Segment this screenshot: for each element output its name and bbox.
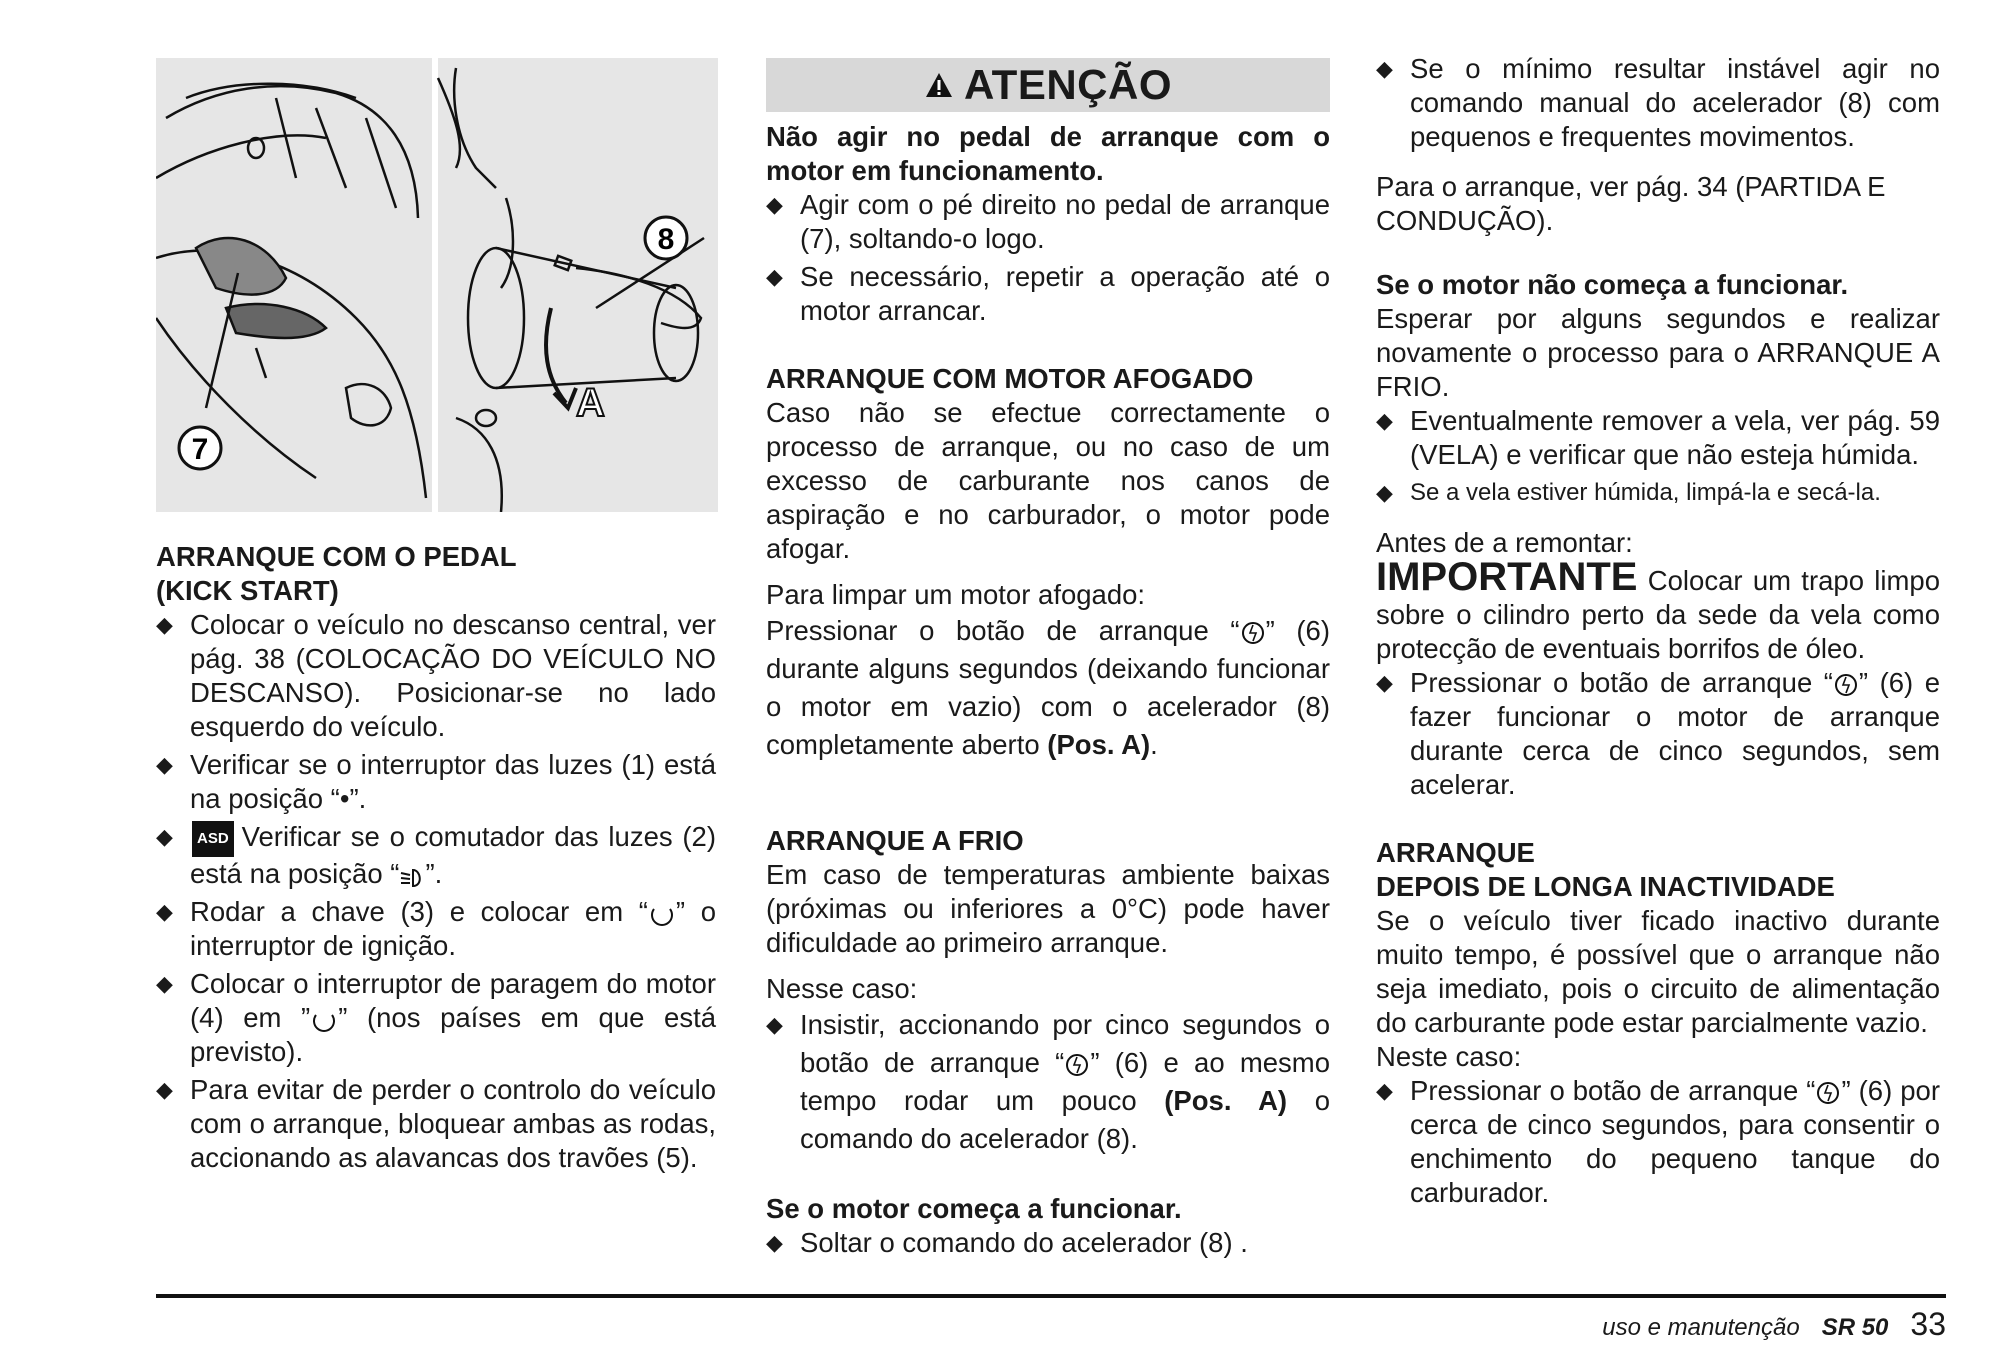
column-2	[766, 58, 1330, 1264]
important-label: IMPORTANTE	[1376, 555, 1638, 599]
long-inactivity-case: Neste caso:	[1376, 1041, 1522, 1072]
no-start-heading: Se o motor não começa a funcionar.	[1376, 269, 1849, 300]
page-footer	[1602, 1306, 1946, 1343]
cold-start-list	[766, 1006, 1330, 1158]
footer-doc-title: uso e manutenção	[1602, 1314, 1800, 1341]
list-item: ◆ Colocar o interruptor de paragem do motor (4) em ” ” (nos países em que está previsto).	[156, 967, 716, 1069]
ignition-on-icon	[648, 901, 676, 927]
cold-start-heading: ARRANQUE A FRIO	[766, 825, 1024, 856]
long-inactivity-list	[1376, 1074, 1940, 1210]
low-beam-icon	[399, 867, 425, 889]
kick-start-list	[156, 608, 716, 1175]
asd-badge: ASD	[192, 821, 234, 857]
figure-label-a: A	[576, 381, 605, 425]
footer-divider	[156, 1294, 1946, 1298]
engine-starts-heading: Se o motor começa a funcionar.	[766, 1193, 1182, 1224]
kick-start-subheading: (KICK START)	[156, 575, 339, 606]
attention-banner	[766, 58, 1330, 112]
list-item: ◆ ASD Verificar se o comutador das luzes (2) está na posição “ ”.	[156, 820, 716, 891]
list-item: ◆ Se a vela estiver húmida, limpá-la e secá-la.	[1376, 476, 1940, 510]
kick-start-heading: ARRANQUE COM O PEDAL	[156, 541, 517, 572]
idle-list	[1376, 52, 1940, 154]
long-inactivity-heading: ARRANQUE	[1376, 837, 1535, 868]
list-item: ◆ Verificar se o interruptor das luzes (1) está na posição “•”.	[156, 748, 716, 816]
engine-run-icon	[310, 1007, 338, 1033]
list-item: ◆ Soltar o comando do acelerador (8) .	[766, 1226, 1330, 1260]
warning-list	[766, 188, 1330, 328]
flooded-press: Pressionar o botão de arranque “ ” (6) durante alguns segundos (deixando funcionar o motor em vazio) com o acelerador (8) completamente aberto (Pos. A).	[766, 615, 1330, 760]
list-item: ◆ Insistir, accionando por cinco segundos o botão de arranque “ ” (6) e ao mesmo tempo rodar um pouco (Pos. A) o comando do acelerador (8).	[766, 1006, 1330, 1158]
list-item: ◆ Rodar a chave (3) e colocar em “ ” o interruptor de ignição.	[156, 895, 716, 963]
press-list	[1376, 666, 1940, 802]
flooded-clean: Para limpar um motor afogado:	[766, 579, 1146, 610]
page-number: 33	[1910, 1306, 1946, 1342]
list-item: ◆ Pressionar o botão de arranque “ ” (6) e fazer funcionar o motor de arranque durante cerca de cinco segundos, sem acelerar.	[1376, 666, 1940, 802]
warning-text: Não agir no pedal de arranque com o motor em funcionamento.	[766, 121, 1330, 186]
long-inactivity-text: Se o veículo tiver ficado inactivo durante muito tempo, é possível que o arranque não seja imediato, pois o circuito de alimentação do carburante pode estar parcialmente vazio.	[1376, 905, 1940, 1038]
warning-icon	[924, 71, 954, 99]
kick-start-illustration	[156, 58, 718, 512]
list-item: ◆ Se necessário, repetir a operação até o motor arrancar.	[766, 260, 1330, 328]
figure-label-8: 8	[657, 223, 675, 256]
attention-title: ATENÇÃO	[963, 61, 1173, 108]
cold-start-case: Nesse caso:	[766, 973, 918, 1004]
before-refit: Antes de a remontar:	[1376, 527, 1633, 558]
list-item: ◆ Pressionar o botão de arranque “ ” (6) por cerca de cinco segundos, para consentir o enchimento do pequeno tanque do carburador.	[1376, 1074, 1940, 1210]
list-item: ◆ Para evitar de perder o controlo do veículo com o arranque, bloquear ambas as rodas, accionando as alavancas dos travões (5).	[156, 1073, 716, 1175]
start-reference: Para o arranque, ver pág. 34 (PARTIDA E CONDUÇÃO).	[1376, 171, 1886, 236]
list-item: ◆ Agir com o pé direito no pedal de arranque (7), soltando-o logo.	[766, 188, 1330, 256]
list-item: ◆ Se o mínimo resultar instável agir no comando manual do acelerador (8) com pequenos e frequentes movimentos.	[1376, 52, 1940, 154]
column-1	[156, 540, 716, 1179]
starter-button-icon	[1064, 1052, 1090, 1078]
no-start-text: Esperar por alguns segundos e realizar novamente o processo para o ARRANQUE A FRIO.	[1376, 303, 1940, 402]
list-item: ◆ Eventualmente remover a vela, ver pág. 59 (VELA) e verificar que não esteja húmida.	[1376, 404, 1940, 472]
footer-model: SR 50	[1821, 1314, 1889, 1341]
flooded-text: Caso não se efectue correctamente o processo de arranque, ou no caso de um excesso de carburante nos canos de aspiração e no carburador, o motor pode afogar.	[766, 397, 1330, 564]
no-start-list	[1376, 404, 1940, 510]
starter-button-icon	[1833, 672, 1859, 698]
flooded-heading: ARRANQUE COM MOTOR AFOGADO	[766, 363, 1254, 394]
important-note: IMPORTANTE Colocar um trapo limpo sobre o cilindro perto da sede da vela como protecção de eventuais borrifos de óleo.	[1376, 555, 1940, 664]
list-item: ◆ Colocar o veículo no descanso central, ver pág. 38 (COLOCAÇÃO DO VEÍCULO NO DESCANSO). Posicionar-se no lado esquerdo do veículo.	[156, 608, 716, 744]
cold-start-text: Em caso de temperaturas ambiente baixas (próximas ou inferiores a 0°C) pode haver dificuldade ao primeiro arranque.	[766, 859, 1330, 958]
figure-label-7: 7	[191, 433, 209, 466]
starter-button-icon	[1240, 620, 1266, 646]
engine-starts-list	[766, 1226, 1330, 1260]
long-inactivity-subheading: DEPOIS DE LONGA INACTIVIDADE	[1376, 871, 1835, 902]
column-3	[1376, 52, 1940, 1214]
starter-button-icon	[1815, 1080, 1841, 1106]
